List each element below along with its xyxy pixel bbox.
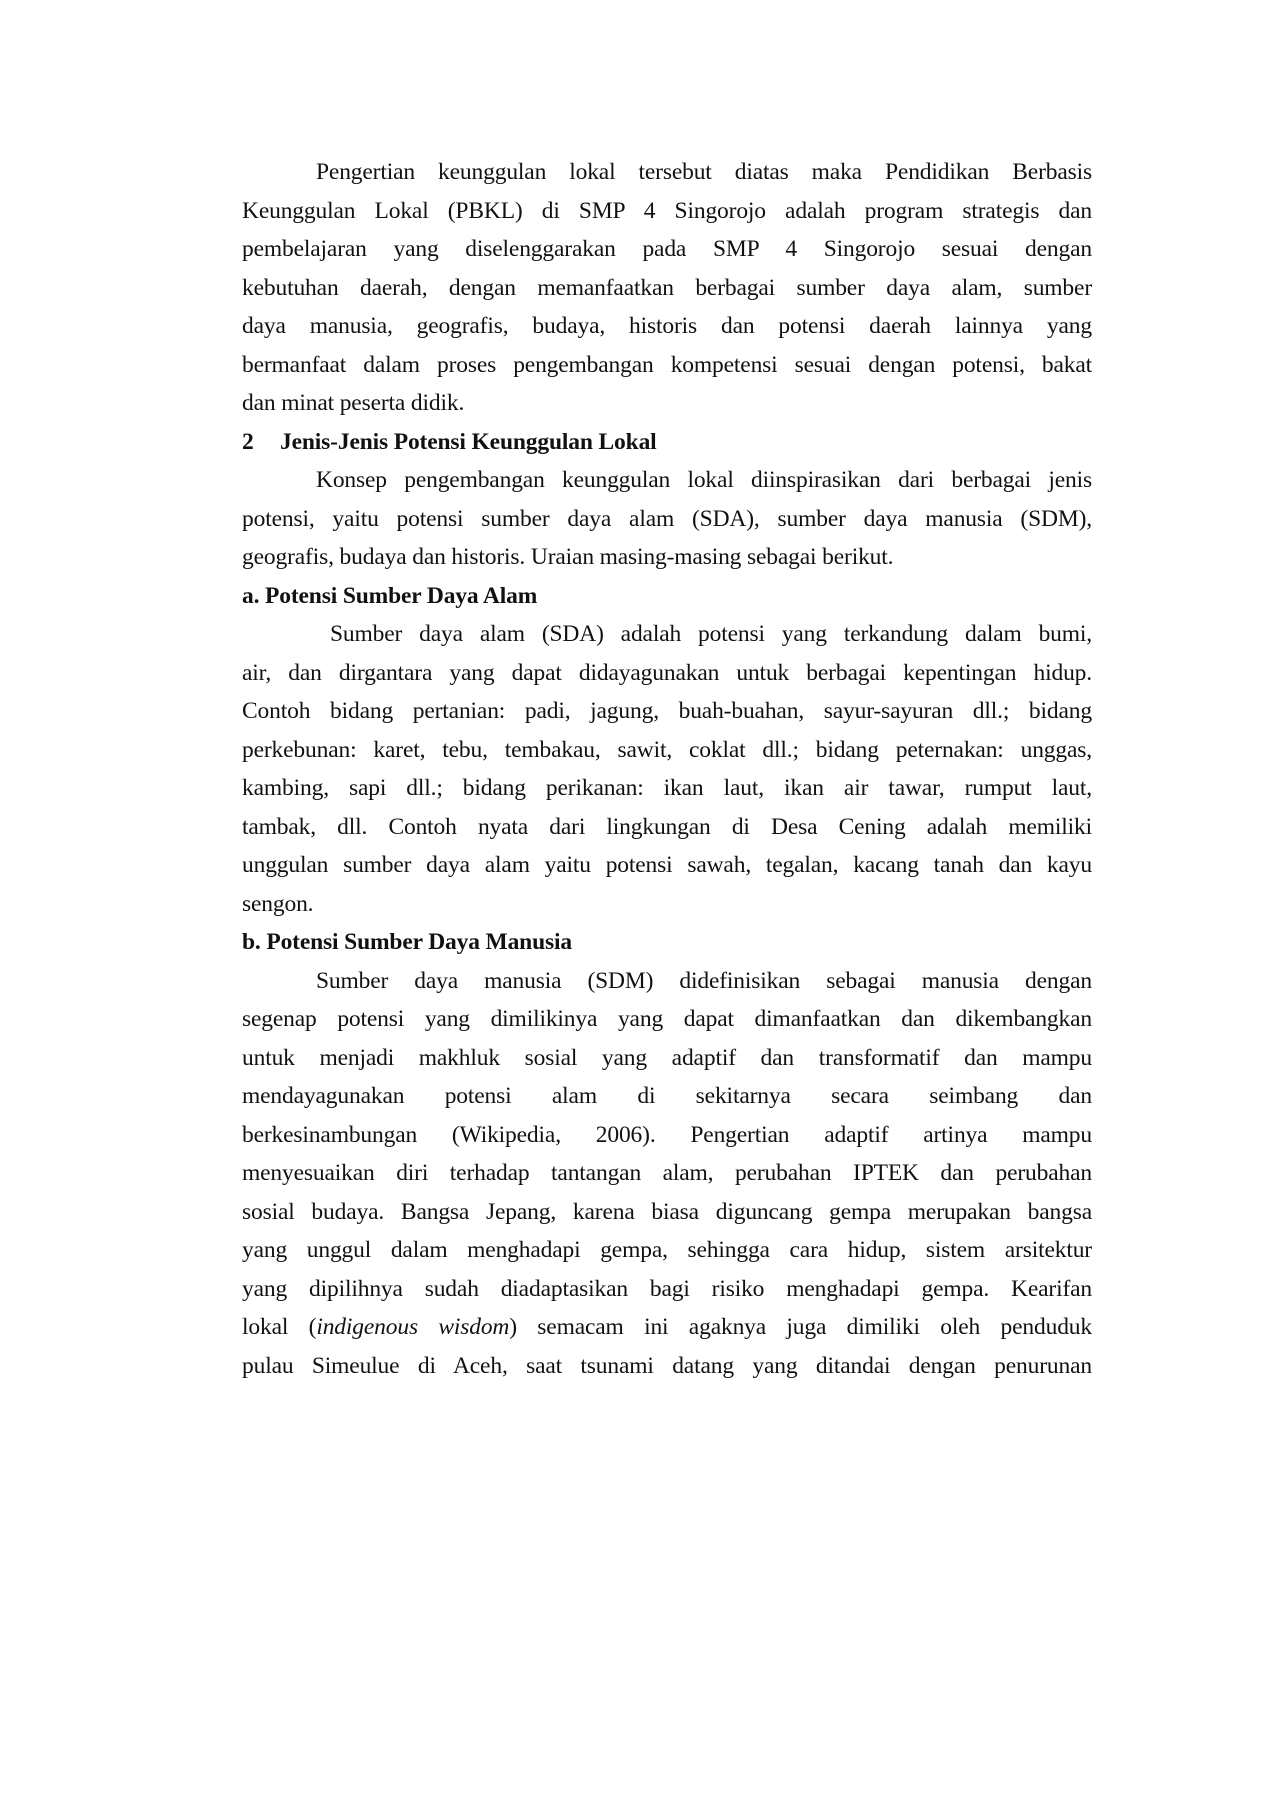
paragraph-line: yang unggul dalam menghadapi gempa, sehingga cara hidup, sistem arsitektur xyxy=(242,1237,1092,1263)
paragraph-line: daya manusia, geografis, budaya, historis dan potensi daerah lainnya yang xyxy=(242,313,1092,339)
paragraph-line: kebutuhan daerah, dengan memanfaatkan berbagai sumber daya alam, sumber xyxy=(242,274,1092,301)
paragraph-line: menyesuaikan diri terhadap tantangan alam, perubahan IPTEK dan perubahan xyxy=(242,1160,1092,1186)
paragraph-line: potensi, yaitu potensi sumber daya alam (SDA), sumber daya manusia (SDM), xyxy=(242,505,1092,532)
paragraph-line: sengon. xyxy=(242,890,314,917)
section-title: Jenis-Jenis Potensi Keunggulan Lokal xyxy=(280,428,657,455)
paragraph-line: yang dipilihnya sudah diadaptasikan bagi risiko menghadapi gempa. Kearifan xyxy=(242,1275,1092,1302)
paragraph-line: mendayagunakan potensi alam di sekitarnya secara seimbang dan xyxy=(242,1083,1092,1109)
paragraph-line: sosial budaya. Bangsa Jepang, karena biasa diguncang gempa merupakan bangsa xyxy=(242,1198,1092,1225)
paragraph-line: tambak, dll. Contoh nyata dari lingkungan di Desa Cening adalah memiliki xyxy=(242,813,1092,840)
paragraph-line: berkesinambungan (Wikipedia, 2006). Pengertian adaptif artinya mampu xyxy=(242,1121,1092,1148)
paragraph-line: pulau Simeulue di Aceh, saat tsunami datang yang ditandai dengan penurunan xyxy=(242,1352,1092,1379)
text-run: ) semacam ini agaknya juga dimiliki oleh penduduk xyxy=(509,1314,1093,1340)
paragraph-line: segenap potensi yang dimilikinya yang dapat dimanfaatkan dan dikembangkan xyxy=(242,1006,1092,1032)
paragraph-line: Sumber daya alam (SDA) adalah potensi yang terkandung dalam bumi, xyxy=(330,621,1092,647)
paragraph-line: air, dan dirgantara yang dapat didayagunakan untuk berbagai kepentingan hidup. xyxy=(242,659,1092,686)
subsection-heading-b: b. Potensi Sumber Daya Manusia xyxy=(242,929,572,955)
paragraph-line: bermanfaat dalam proses pengembangan kompetensi sesuai dengan potensi, bakat xyxy=(242,351,1092,378)
paragraph-line: Contoh bidang pertanian: padi, jagung, buah-buahan, sayur-sayuran dll.; bidang xyxy=(242,698,1092,724)
subsection-heading-a: a. Potensi Sumber Daya Alam xyxy=(242,582,538,609)
section-heading xyxy=(242,427,1092,457)
paragraph-line: Keunggulan Lokal (PBKL) di SMP 4 Singorojo adalah program strategis dan xyxy=(242,197,1092,224)
text-run: lokal ( xyxy=(242,1314,317,1340)
paragraph-line: kambing, sapi dll.; bidang perikanan: ikan laut, ikan air tawar, rumput laut, xyxy=(242,775,1092,801)
section-number: 2 xyxy=(242,428,254,455)
paragraph-line: perkebunan: karet, tebu, tembakau, sawit, coklat dll.; bidang peternakan: unggas, xyxy=(242,736,1092,763)
paragraph-line-italic xyxy=(242,1312,1092,1342)
italic-term: indigenous wisdom xyxy=(316,1314,510,1340)
paragraph-line: Pengertian keunggulan lokal tersebut diatas maka Pendidikan Berbasis xyxy=(316,159,1092,185)
paragraph-line: geografis, budaya dan historis. Uraian masing-masing sebagai berikut. xyxy=(242,544,894,570)
paragraph-line: Sumber daya manusia (SDM) didefinisikan sebagai manusia dengan xyxy=(316,967,1092,994)
paragraph-line: Konsep pengembangan keunggulan lokal diinspirasikan dari berbagai jenis xyxy=(316,467,1092,493)
paragraph-line: dan minat peserta didik. xyxy=(242,390,465,416)
paragraph-line: unggulan sumber daya alam yaitu potensi sawah, tegalan, kacang tanah dan kayu xyxy=(242,852,1092,878)
paragraph-line: untuk menjadi makhluk sosial yang adaptif dan transformatif dan mampu xyxy=(242,1044,1092,1071)
paragraph-line: pembelajaran yang diselenggarakan pada SMP 4 Singorojo sesuai dengan xyxy=(242,236,1092,262)
